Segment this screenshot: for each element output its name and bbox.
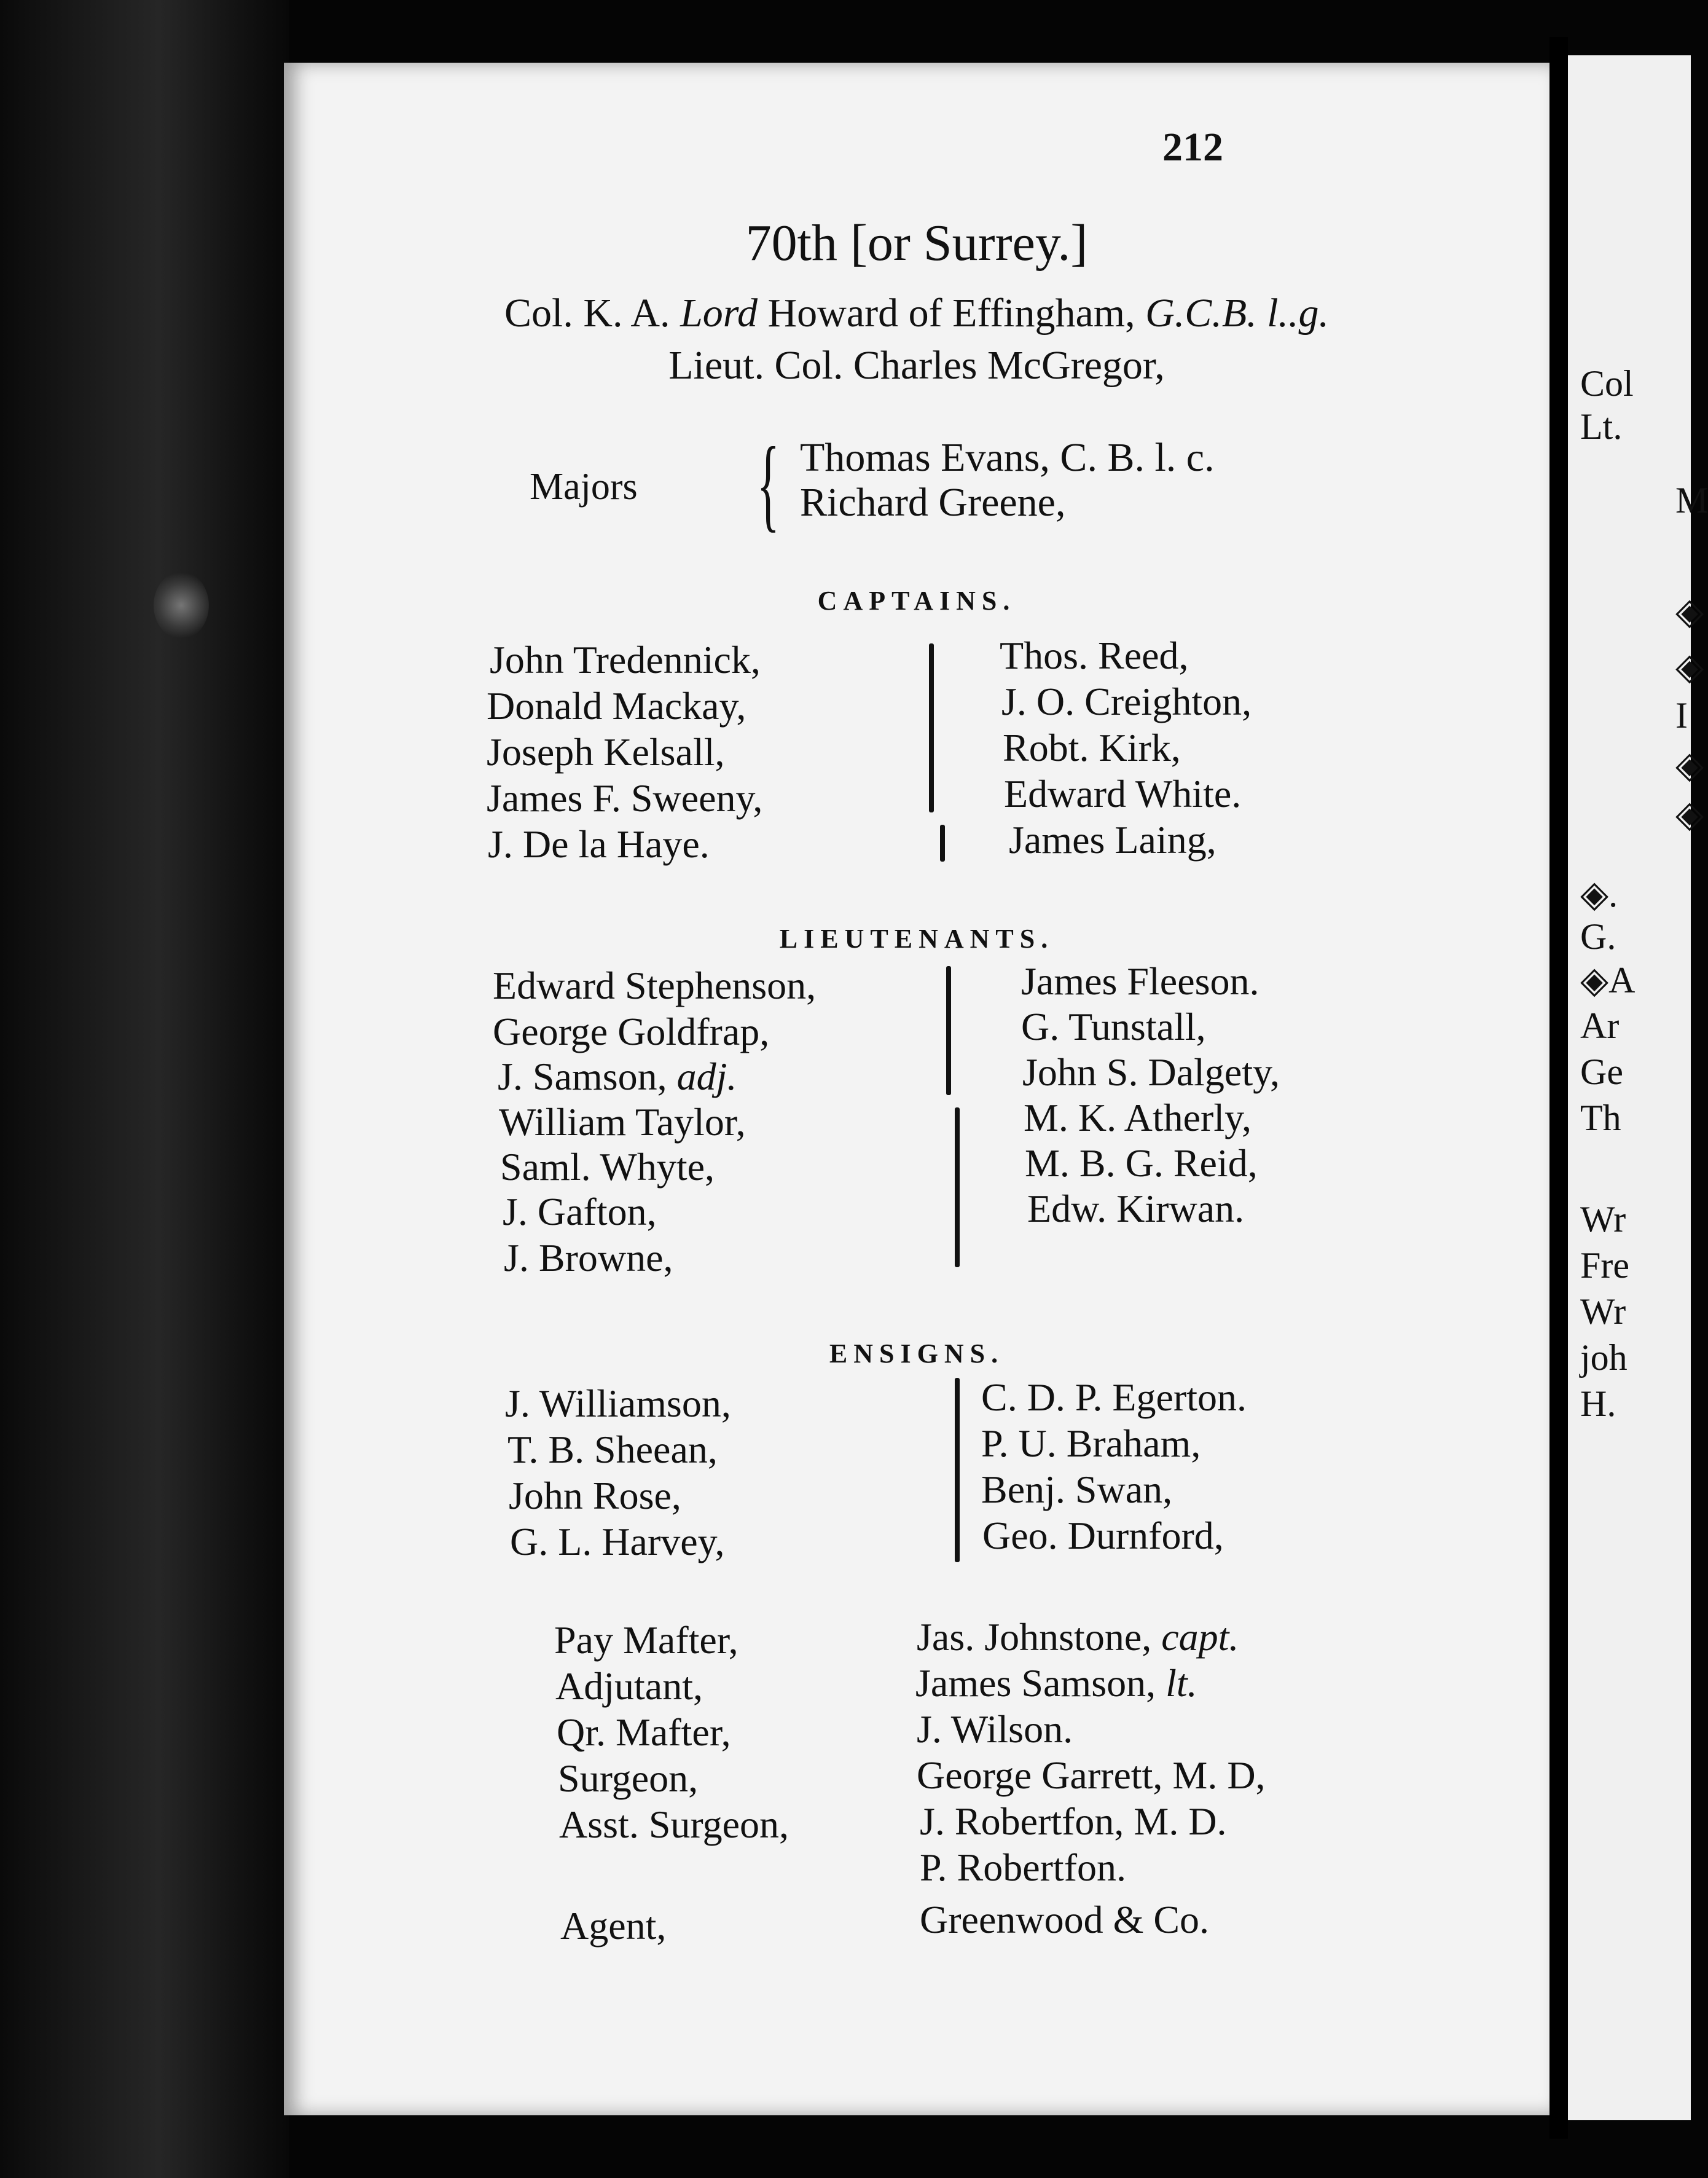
colonel-name: Howard of Effingham,: [767, 291, 1135, 336]
page-number: 212: [1162, 125, 1223, 170]
captain-name: Edward White.: [1004, 772, 1242, 816]
captain-name: John Tredennick,: [490, 638, 761, 682]
lieutenant-name: Edward Stephenson,: [493, 964, 817, 1007]
lt-colonel-line: Lieut. Col. Charles McGregor,: [668, 343, 1165, 388]
captains-heading: CAPTAINS.: [817, 586, 1016, 616]
book-page: [284, 63, 1549, 2115]
lieutenant-name: J. Gafton,: [503, 1190, 657, 1233]
next-page-fragment: ◈: [1675, 745, 1704, 785]
captain-name: Joseph Kelsall,: [487, 730, 725, 774]
ensigns-heading: ENSIGNS.: [829, 1339, 1005, 1369]
lieutenant-name: George Goldfrap,: [493, 1010, 770, 1053]
next-page-fragment: ◈: [1675, 647, 1704, 687]
next-page-fragment: Wr: [1580, 1291, 1626, 1332]
captains-divider: [940, 825, 945, 862]
colonel-prefix: Col. K. A.: [504, 291, 670, 336]
lieutenant-name: James Fleeson.: [1021, 959, 1259, 1003]
ensign-name: T. B. Sheean,: [507, 1428, 718, 1471]
next-page-fragment: H.: [1580, 1383, 1616, 1424]
ensigns-divider: [955, 1378, 960, 1562]
next-page-fragment: Col: [1580, 363, 1634, 404]
majors-brace: {: [757, 426, 780, 541]
agent-label: Agent,: [560, 1904, 667, 1948]
major-name: Thomas Evans, C. B. l. c.: [800, 435, 1215, 480]
next-page-fragment: Fre: [1580, 1245, 1629, 1286]
lieutenant-name: M. B. G. Reid,: [1025, 1141, 1258, 1185]
colonel-suffix: G.C.B. l..g.: [1145, 291, 1329, 336]
ensign-name: John Rose,: [509, 1474, 681, 1517]
next-page-fragment: M: [1675, 480, 1708, 521]
spine-blemish: [154, 572, 209, 639]
staff-value: J. Wilson.: [917, 1707, 1073, 1751]
book-spine: [0, 0, 289, 2178]
lieutenant-name: G. Tunstall,: [1021, 1005, 1206, 1048]
next-page-fragment: Lt.: [1580, 406, 1623, 447]
next-page-fragment: Wr: [1580, 1199, 1626, 1240]
captain-name: James Laing,: [1009, 818, 1216, 862]
adjutant-note: adj.: [676, 1055, 737, 1098]
staff-value: J. Robertfon, M. D.: [920, 1799, 1227, 1843]
lieutenant-name: William Taylor,: [499, 1100, 746, 1144]
next-page-fragment: ◈.: [1580, 874, 1618, 914]
staff-value: [915, 1661, 1197, 1706]
lieutenant-name: Edw. Kirwan.: [1027, 1187, 1245, 1230]
staff-value: P. Robertfon.: [920, 1846, 1126, 1889]
staff-label: Pay Mafter,: [554, 1618, 738, 1662]
majors-label: Majors: [530, 466, 638, 508]
next-page-fragment: ◈: [1675, 794, 1704, 835]
next-page-fragment: ◈A: [1580, 960, 1636, 1001]
lieutenant-name: J. Browne,: [504, 1236, 673, 1280]
staff-rank-note: capt.: [1161, 1615, 1239, 1659]
captains-divider: [929, 643, 934, 812]
staff-value: George Garrett, M. D,: [917, 1753, 1266, 1797]
next-page-fragment: joh: [1580, 1337, 1628, 1378]
captain-name: J. De la Haye.: [488, 822, 710, 866]
lieutenants-divider: [955, 1107, 960, 1267]
ensign-name: J. Williamson,: [505, 1382, 731, 1425]
staff-value: [917, 1614, 1239, 1660]
lieutenant-name: Saml. Whyte,: [500, 1145, 715, 1189]
next-page-edge: [1568, 55, 1708, 2120]
captain-name: J. O. Creighton,: [1001, 680, 1252, 723]
next-page-fragment: I: [1675, 695, 1688, 736]
captain-name: James F. Sweeny,: [487, 776, 763, 820]
page-gutter: [1549, 37, 1568, 2139]
lieutenant-name: M. K. Atherly,: [1024, 1096, 1252, 1139]
staff-name: Jas. Johnstone,: [917, 1615, 1152, 1659]
staff-label: Asst. Surgeon,: [559, 1803, 789, 1846]
staff-label: Qr. Mafter,: [557, 1710, 731, 1754]
next-page-fragment: G.: [1580, 916, 1616, 957]
colonel-line: [284, 290, 1549, 337]
next-page-fragment: Ar: [1580, 1005, 1620, 1046]
captain-name: Robt. Kirk,: [1003, 726, 1181, 769]
lieutenant-name-adj: [498, 1054, 737, 1099]
captain-name: Donald Mackay,: [487, 684, 746, 728]
regiment-title: 70th [or Surrey.]: [745, 214, 1088, 272]
major-name: Richard Greene,: [800, 480, 1066, 525]
staff-name: James Samson,: [915, 1661, 1156, 1705]
lieutenant-name: John S. Dalgety,: [1022, 1050, 1280, 1094]
staff-label: Surgeon,: [558, 1756, 699, 1800]
staff-rank-note: lt.: [1165, 1661, 1197, 1705]
lieutenants-divider: [946, 966, 951, 1095]
ensign-name: C. D. P. Egerton.: [981, 1375, 1247, 1419]
colonel-title: Lord: [680, 291, 758, 336]
next-page-fragment: Ge: [1580, 1052, 1623, 1092]
lieutenant-name: J. Samson,: [498, 1055, 667, 1098]
ensign-name: G. L. Harvey,: [510, 1520, 725, 1563]
next-page-fragment: ◈: [1675, 591, 1704, 632]
lieutenants-heading: LIEUTENANTS.: [779, 924, 1054, 954]
next-page-fragment: Th: [1580, 1098, 1621, 1138]
ensign-name: P. U. Braham,: [981, 1421, 1201, 1465]
ensign-name: Benj. Swan,: [981, 1468, 1173, 1511]
agent-value: Greenwood & Co.: [920, 1898, 1210, 1941]
ensign-name: Geo. Durnford,: [982, 1514, 1224, 1557]
captain-name: Thos. Reed,: [1000, 634, 1189, 677]
staff-label: Adjutant,: [555, 1664, 703, 1708]
